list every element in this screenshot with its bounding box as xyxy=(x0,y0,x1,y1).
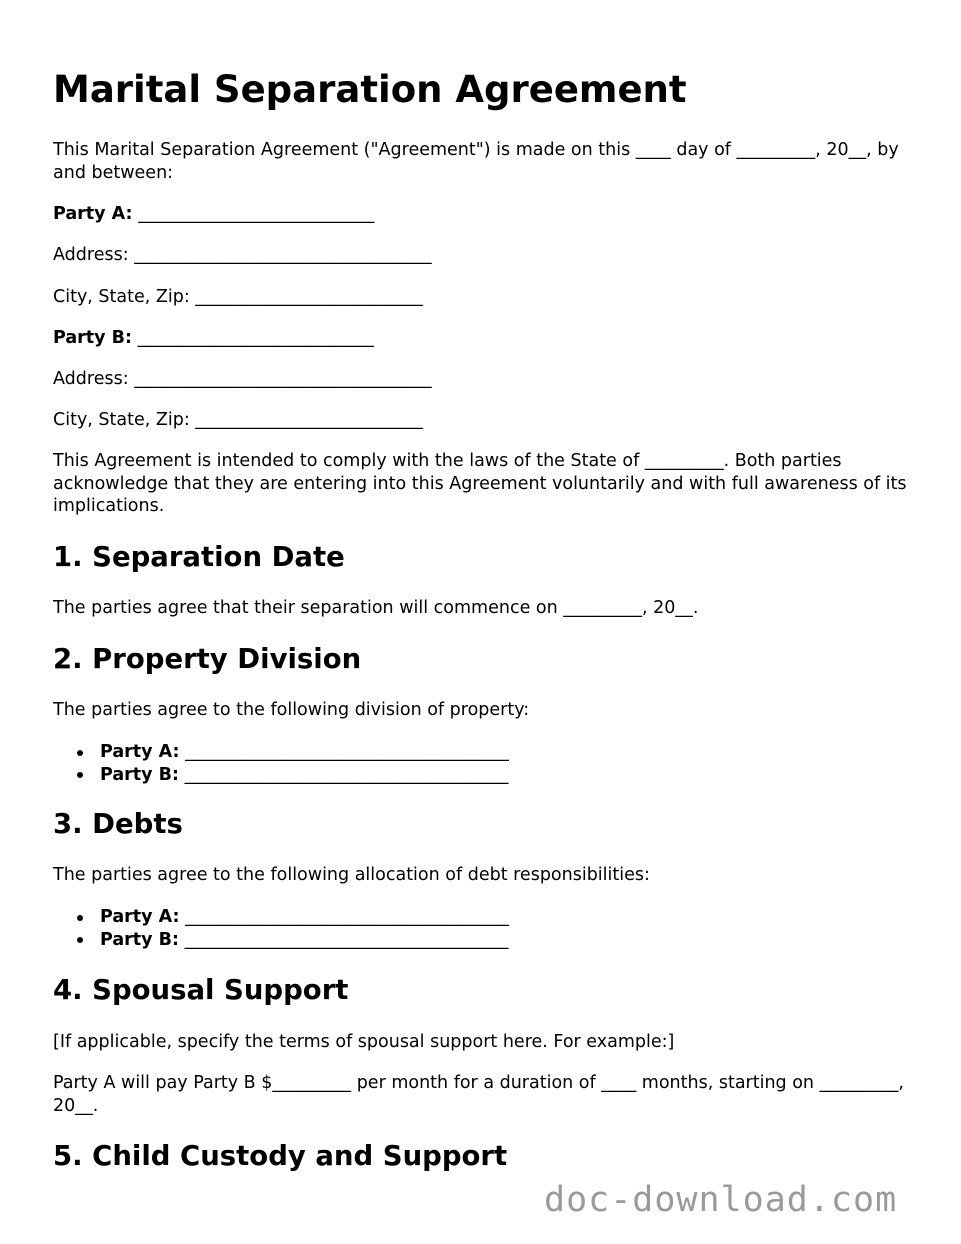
section-2-text: The parties agree to the following division of property: xyxy=(53,700,530,720)
list-item xyxy=(53,906,509,929)
list-item-label: Party B: xyxy=(100,764,179,785)
section-3-heading: 3. Debts xyxy=(53,808,183,840)
section-4-note: [If applicable, specify the terms of spousal support here. For example:] xyxy=(53,1032,675,1052)
compliance-paragraph: This Agreement is intended to comply with the laws of the State of _________. Both parties acknowledge that they are entering into this Agreement voluntarily and with full awareness of its implications. xyxy=(53,451,907,516)
party-a-line xyxy=(53,203,921,226)
list-item-label: Party B: xyxy=(100,929,179,950)
list-item xyxy=(53,764,509,787)
list-item-label: Party A: xyxy=(100,742,180,762)
party-b-city: City, State, Zip: __________________________ xyxy=(53,410,423,430)
party-a-city: City, State, Zip: __________________________ xyxy=(53,287,423,307)
party-a-address: Address: __________________________________ xyxy=(53,245,432,265)
section-4-heading: 4. Spousal Support xyxy=(53,974,349,1006)
party-b-line xyxy=(53,327,921,350)
list-item-blank: _____________________________________ xyxy=(185,907,509,927)
party-b-label: Party B: xyxy=(53,328,132,348)
section-5-heading: 5. Child Custody and Support xyxy=(53,1140,508,1172)
debts-list xyxy=(53,906,509,951)
list-item-blank: _____________________________________ xyxy=(184,929,509,950)
intro-paragraph: This Marital Separation Agreement ("Agreement") is made on this ____ day of _________, 20__, by and between: xyxy=(53,140,899,183)
party-b-blank: ___________________________ xyxy=(137,328,374,348)
party-b-address: Address: __________________________________ xyxy=(53,369,432,389)
section-1-heading: 1. Separation Date xyxy=(53,541,345,573)
party-a-blank: ___________________________ xyxy=(138,204,375,224)
document-title: Marital Separation Agreement xyxy=(53,68,687,111)
list-item xyxy=(53,741,509,764)
list-item xyxy=(53,929,509,952)
section-3-text: The parties agree to the following allocation of debt responsibilities: xyxy=(53,865,650,885)
section-1-text: The parties agree that their separation will commence on _________, 20__. xyxy=(53,598,699,618)
list-item-label: Party A: xyxy=(100,907,180,927)
section-4-text: Party A will pay Party B $_________ per month for a duration of ____ months, starting on _________, 20__. xyxy=(53,1073,904,1116)
property-list xyxy=(53,741,509,786)
party-a-label: Party A: xyxy=(53,204,133,224)
list-item-blank: _____________________________________ xyxy=(184,764,509,785)
section-2-heading: 2. Property Division xyxy=(53,643,362,675)
list-item-blank: _____________________________________ xyxy=(185,742,509,762)
watermark: doc-download.com xyxy=(544,1180,898,1220)
